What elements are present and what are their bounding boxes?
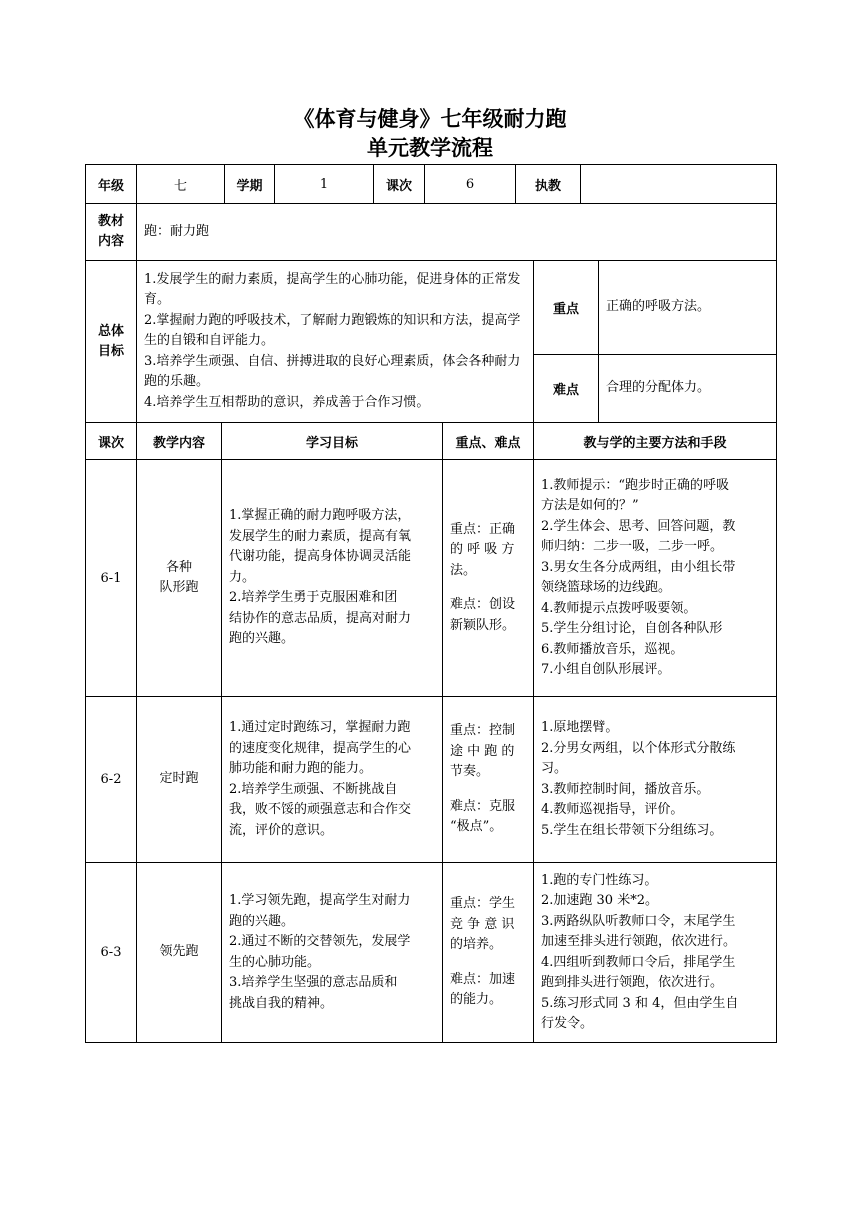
method-line: 3.教师控制时间，播放音乐。 <box>541 781 710 797</box>
content-line: 领先跑 <box>159 944 199 960</box>
lessons-label: 课次 <box>374 165 425 204</box>
method-line: 2.学生体会、思考、回答问题，教 <box>541 518 736 534</box>
lesson-methods <box>534 697 777 863</box>
difficulty-line: 难点：克服 <box>450 798 516 814</box>
method-line: 行发令。 <box>541 1016 594 1031</box>
table-row <box>86 863 777 1043</box>
objective-line: 流，评价的意识。 <box>229 822 334 838</box>
objective-line: 肺功能和耐力跑的能力。 <box>229 761 373 776</box>
header-lesson: 课次 <box>86 423 137 460</box>
method-line: 2.分男女两组，以个体形式分散练 <box>541 740 736 756</box>
method-line: 2.加速跑 30 米*2。 <box>541 893 658 908</box>
objective-line: 力。 <box>229 569 256 585</box>
goals-label: 总体目标 <box>86 261 137 423</box>
goals-list <box>137 261 534 423</box>
lesson-id: 6-3 <box>86 863 137 1043</box>
grade-label: 年级 <box>86 165 137 204</box>
lesson-content <box>137 460 222 697</box>
method-line: 领绕篮球场的边线跑。 <box>541 580 672 595</box>
method-line: 4.教师提示点拨呼吸要领。 <box>541 600 697 616</box>
method-line: 3.两路纵队听教师口令，末尾学生 <box>541 913 736 929</box>
objective-line: 跑的兴趣。 <box>229 631 295 647</box>
key-line: 重点：正确 <box>450 521 516 537</box>
objective-line: 结协作的意志品质，提高对耐力 <box>229 610 412 626</box>
method-line: 跑到排头进行领跑，依次进行。 <box>541 975 724 990</box>
goal-item: 1.发展学生的耐力素质，提高学生的心肺功能，促进身体的正常发育。 <box>144 271 521 308</box>
objective-line: 1.学习领先跑，提高学生对耐力 <box>229 893 411 908</box>
lesson-id: 6-2 <box>86 697 137 863</box>
goal-item: 2.掌握耐力跑的呼吸技术，了解耐力跑锻炼的知识和方法，提高学生的自锻和自评能力。 <box>144 312 521 349</box>
goals-table <box>85 260 777 423</box>
objective-line: 2.培养学生顽强、不断挑战自 <box>229 781 398 797</box>
key-line: 重点：学生 <box>450 896 516 912</box>
key-line: 重点：控制 <box>450 723 516 739</box>
method-line: 6.教师播放音乐，巡视。 <box>541 641 684 657</box>
key-line: 的培养。 <box>450 937 503 953</box>
method-line: 加速至排头进行领跑，依次进行。 <box>541 934 737 949</box>
key-line: 法。 <box>450 562 477 578</box>
difficulty-line: 难点：创设 <box>450 597 516 613</box>
lesson-objectives <box>222 697 443 863</box>
method-line: 方法是如何的？” <box>541 498 639 513</box>
document-title: 《体育与健身》七年级耐力跑 <box>293 107 567 131</box>
key-line: 节奏。 <box>450 764 490 780</box>
objective-line: 2.通过不断的交替领先，发展学 <box>229 934 411 949</box>
content-line: 定时跑 <box>159 771 199 787</box>
teacher-value <box>581 165 777 204</box>
header-methods: 教与学的主要方法和手段 <box>534 423 777 460</box>
lesson-content <box>137 863 222 1043</box>
lesson-id: 6-1 <box>86 460 137 697</box>
method-line: 3.男女生各分成两组，由小组长带 <box>541 559 736 575</box>
lesson-key-difficulty <box>443 697 534 863</box>
method-line: 1.教师提示：“跑步时正确的呼吸 <box>541 477 730 493</box>
lesson-key-difficulty <box>443 863 534 1043</box>
objective-line: 代谢功能，提高身体协调灵活能 <box>229 549 412 565</box>
content-line: 队形跑 <box>159 580 199 595</box>
method-line: 4.四组听到教师口令后，排尾学生 <box>541 954 736 970</box>
method-line: 1.原地摆臂。 <box>541 720 619 735</box>
key-line: 的 呼 吸 方 <box>450 542 515 558</box>
difficulty-value: 合理的分配体力。 <box>599 355 777 423</box>
method-line: 1.跑的专门性练习。 <box>541 872 658 888</box>
key-line: 竞 争 意 识 <box>450 916 515 932</box>
method-line: 7.小组自创队形展评。 <box>541 662 671 677</box>
difficulty-line: 难点：加速 <box>450 971 516 987</box>
lesson-content <box>137 697 222 863</box>
key-point-value: 正确的呼吸方法。 <box>599 261 777 355</box>
method-line: 4.教师巡视指导，评价。 <box>541 802 684 817</box>
content-line: 各种 <box>165 559 192 575</box>
grade-value: 七 <box>137 165 225 204</box>
lessons-value: 6 <box>425 165 516 204</box>
lesson-methods <box>534 460 777 697</box>
term-value: 1 <box>275 165 374 204</box>
goal-item: 3.培养学生顽强、自信、拼搏进取的良好心理素质，体会各种耐力跑的乐趣。 <box>144 353 521 390</box>
teacher-label: 执教 <box>516 165 581 204</box>
lessons-table <box>85 422 777 1043</box>
method-line: 习。 <box>541 761 568 776</box>
lesson-key-difficulty <box>443 460 534 697</box>
unit-info-table <box>85 164 777 261</box>
material-value: 跑：耐力跑 <box>137 204 777 261</box>
lesson-objectives <box>222 460 443 697</box>
objective-line: 2.培养学生勇于克服困难和团 <box>229 590 398 606</box>
method-line: 5.学生在组长带领下分组练习。 <box>541 822 723 838</box>
header-objective: 学习目标 <box>222 423 443 460</box>
difficulty-label: 难点 <box>534 355 599 423</box>
objective-line: 我，败不馁的顽强意志和合作交 <box>229 802 412 817</box>
term-label: 学期 <box>225 165 275 204</box>
lesson-methods <box>534 863 777 1043</box>
table-row <box>86 697 777 863</box>
objective-line: 挑战自我的精神。 <box>229 995 334 1011</box>
document-subtitle: 单元教学流程 <box>367 136 493 160</box>
difficulty-line: 的能力。 <box>450 992 503 1008</box>
key-point-label: 重点 <box>534 261 599 355</box>
objective-line: 的速度变化规律，提高学生的心 <box>229 740 412 756</box>
objective-line: 跑的兴趣。 <box>229 913 295 929</box>
material-label: 教材内容 <box>86 204 137 261</box>
objective-line: 1.通过定时跑练习，掌握耐力跑 <box>229 720 411 735</box>
difficulty-line: “极点”。 <box>450 819 503 835</box>
objective-line: 生的心肺功能。 <box>229 954 321 970</box>
header-key-difficulty: 重点、难点 <box>443 423 534 460</box>
method-line: 师归纳：二步一吸，二步一呼。 <box>541 539 724 554</box>
key-line: 途 中 跑 的 <box>450 743 515 759</box>
objective-line: 1.掌握正确的耐力跑呼吸方法， <box>229 508 411 524</box>
objective-line: 发展学生的耐力素质，提高有氧 <box>229 528 412 544</box>
objective-line: 3.培养学生坚强的意志品质和 <box>229 975 398 990</box>
goal-item: 4.培养学生互相帮助的意识，养成善于合作习惯。 <box>144 394 430 410</box>
method-line: 5.学生分组讨论，自创各种队形 <box>541 621 723 636</box>
method-line: 5.练习形式同 3 和 4，但由学生自 <box>541 995 739 1011</box>
difficulty-line: 新颖队形。 <box>450 617 516 633</box>
table-row <box>86 460 777 697</box>
lesson-objectives <box>222 863 443 1043</box>
header-content: 教学内容 <box>137 423 222 460</box>
